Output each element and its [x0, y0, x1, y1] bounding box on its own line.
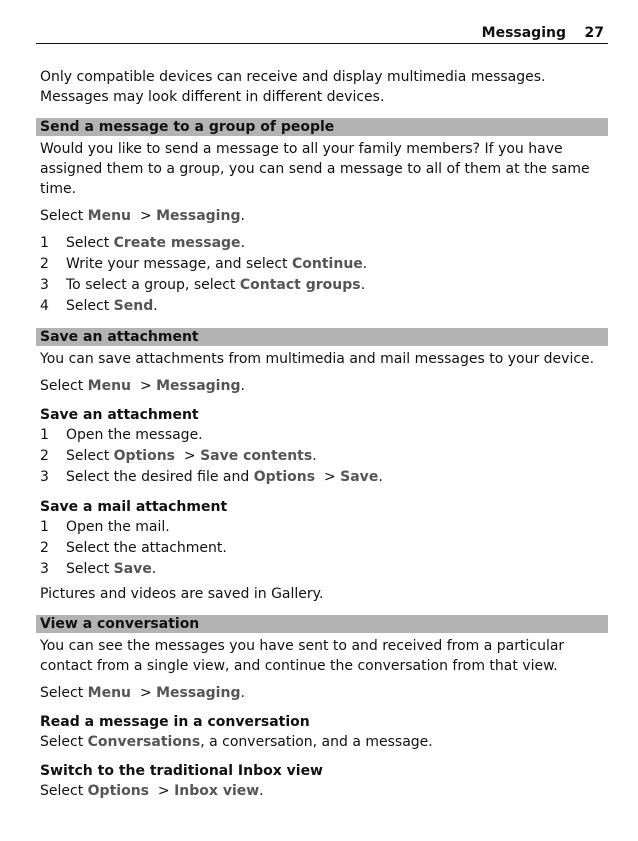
menu-label: Menu	[87, 685, 132, 701]
group-message-steps	[40, 233, 608, 317]
gallery-note: Pictures and videos are saved in Gallery.	[40, 586, 324, 602]
section-heading-save-attachment: Save an attachment	[36, 328, 608, 346]
list-item: 2 Select Options > Save contents.	[40, 448, 317, 464]
save-attachment-menu-path: Select Menu > Messaging.	[40, 378, 245, 394]
list-item: 1 Open the mail.	[40, 519, 170, 535]
view-conversation-menu-path: Select Menu > Messaging.	[40, 685, 245, 701]
group-message-menu-path: Select Menu > Messaging.	[40, 208, 245, 224]
messaging-label: Messaging	[156, 208, 241, 224]
menu-label: Menu	[87, 378, 132, 394]
sub-heading-read-message: Read a message in a conversation	[40, 714, 310, 730]
sub-heading-save-attachment: Save an attachment	[40, 407, 199, 423]
list-item: 2 Write your message, and select Continue.	[40, 256, 368, 272]
save-attachment-body: You can save attachments from multimedia and mail messages to your device.	[40, 351, 595, 367]
sub-heading-save-mail-attachment: Save a mail attachment	[40, 499, 228, 515]
messaging-label: Messaging	[156, 378, 241, 394]
list-item: 1 Select Create message.	[40, 235, 246, 251]
section-heading-group-message: Send a message to a group of people	[36, 118, 608, 136]
read-message-instruction: Select Conversations, a conversation, and a message.	[40, 734, 433, 750]
list-item: 3 Select Save.	[40, 561, 157, 577]
header-chapter-title: Messaging	[481, 25, 566, 41]
sub-heading-inbox-view: Switch to the traditional Inbox view	[40, 763, 323, 779]
section-heading-view-conversation: View a conversation	[36, 615, 608, 633]
list-item: 3 Select the desired file and Options > Save.	[40, 469, 383, 485]
header-page-number: 27	[584, 25, 604, 41]
page-content	[40, 67, 608, 808]
menu-label: Menu	[87, 208, 132, 224]
list-item: 2 Select the attachment.	[40, 540, 227, 556]
list-item: 3 To select a group, select Contact groups.	[40, 277, 366, 293]
messaging-label: Messaging	[156, 685, 241, 701]
list-item: 4 Select Send.	[40, 298, 158, 314]
intro-paragraph: Only compatible devices can receive and display multimedia messages. Messages may look different in different devices.	[40, 69, 546, 105]
group-message-body: Would you like to send a message to all your family members? If you have assigned them to a group, you can send a message to all of them at the same time.	[40, 141, 590, 197]
save-attachment-steps	[40, 425, 608, 488]
save-mail-attachment-steps	[40, 517, 608, 580]
view-conversation-body: You can see the messages you have sent to and received from a particular contact from a single view, and continue the conversation from that view.	[40, 638, 565, 674]
list-item: 1 Open the message.	[40, 427, 203, 443]
running-header	[36, 23, 608, 44]
inbox-view-instruction: Select Options > Inbox view.	[40, 783, 264, 799]
